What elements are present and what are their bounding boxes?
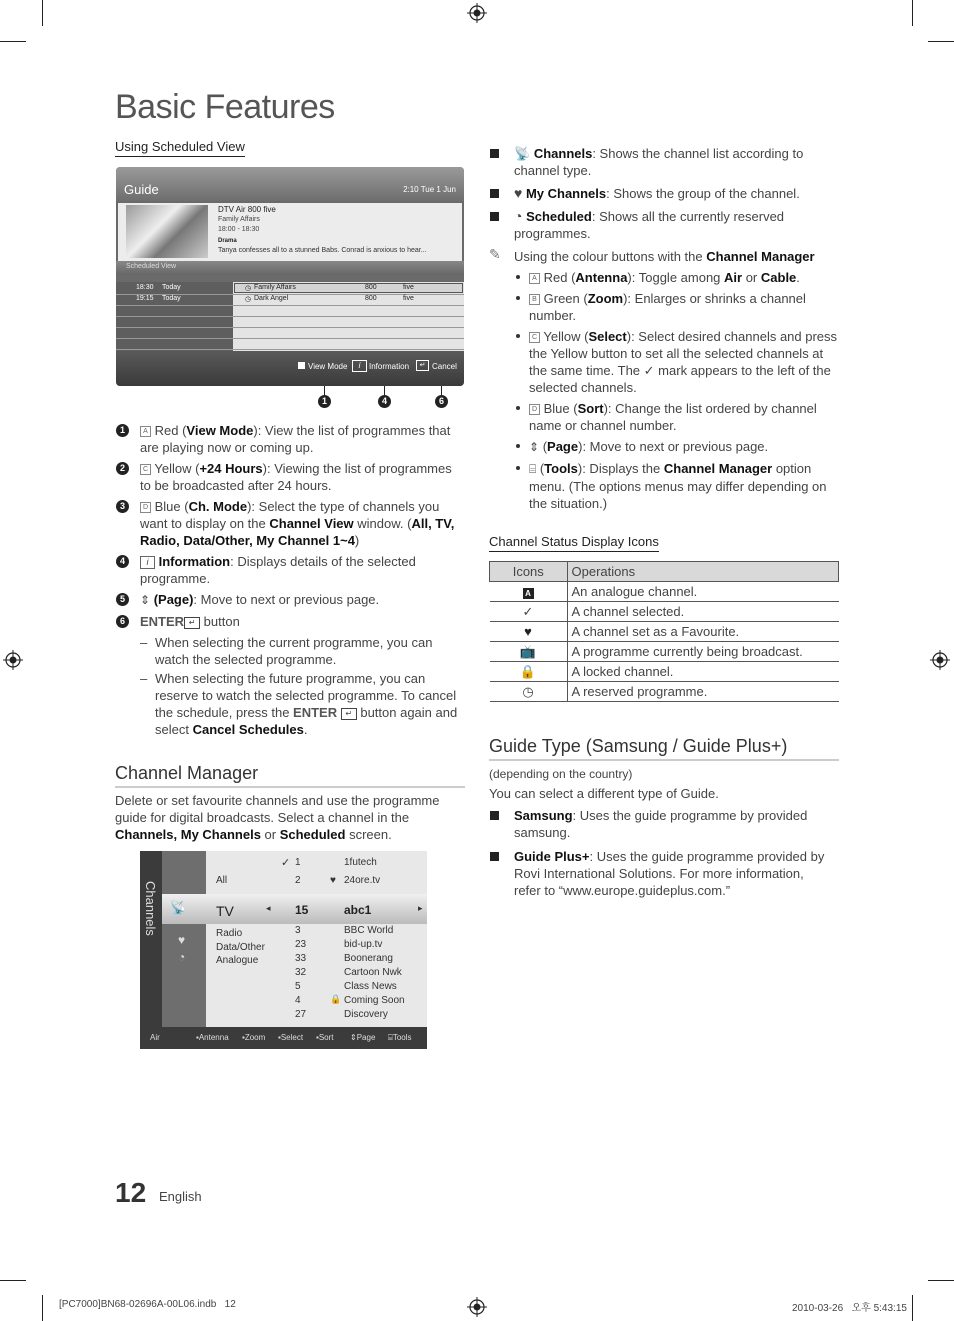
text: Delete or set favourite channels and use the programme guide for digital broadcasts. Select a channel in the bbox=[115, 793, 440, 825]
item-text: option menu. (The options menus may differ depending on the situation.) bbox=[529, 461, 827, 511]
tools-icon: ⌸ bbox=[529, 462, 537, 476]
check-icon: ✓ bbox=[643, 363, 655, 378]
item-text: ) bbox=[354, 533, 360, 548]
list-item bbox=[489, 269, 839, 286]
enter-icon: ↵ bbox=[184, 617, 200, 629]
channel-manager-heading: Channel Manager bbox=[115, 763, 465, 788]
item-text: window. ( bbox=[353, 516, 412, 531]
table-row bbox=[490, 662, 839, 682]
channel-number: 4 bbox=[295, 995, 301, 1006]
page-updown-icon: ⇕ bbox=[529, 440, 540, 454]
left-arrow-icon: ◂ bbox=[266, 903, 271, 913]
item-bold: Ch. Mode bbox=[188, 499, 248, 514]
print-stamp: 2010-03-26 오후 5:43:15 bbox=[792, 1303, 907, 1314]
item-bold: Channel View bbox=[269, 516, 354, 531]
item-text: : Uses the guide programme by provided samsung. bbox=[514, 808, 808, 840]
heart-icon: ♥ bbox=[490, 622, 568, 642]
table-row bbox=[490, 682, 839, 702]
item-bold: All, TV, Radio, Data/Other, My Channel 1~4 bbox=[140, 516, 455, 548]
mode-list bbox=[489, 145, 839, 516]
marker-line bbox=[441, 386, 442, 395]
red-button-icon: A bbox=[529, 273, 540, 284]
item-bold: Zoom bbox=[587, 291, 624, 306]
item-text: ): Change the list ordered by channel name or channel number. bbox=[529, 401, 817, 433]
channel-name[interactable]: Class News bbox=[344, 981, 397, 992]
select-label: Select bbox=[280, 1033, 304, 1042]
category-tv[interactable]: TV bbox=[216, 903, 234, 919]
item-number: 2 bbox=[116, 462, 129, 475]
list-item bbox=[489, 290, 839, 324]
table-cell: A channel selected. bbox=[567, 602, 839, 622]
status-icons-heading: Channel Status Display Icons bbox=[489, 534, 659, 552]
item-text: mark appears to the left of the selected channels. bbox=[529, 363, 831, 395]
item-bold: Sort bbox=[577, 401, 604, 416]
item-number: 4 bbox=[116, 555, 129, 568]
row-title: Family Affairs bbox=[254, 284, 296, 291]
item-bold: Scheduled bbox=[526, 209, 592, 224]
programme-synopsis: Tanya confesses all to a stunned Babs. Conrad is anxious to hear... bbox=[218, 247, 427, 254]
scheduled-view-bar bbox=[116, 261, 464, 275]
tv-icon: 📺 bbox=[490, 642, 568, 662]
analogue-icon: A bbox=[490, 582, 568, 602]
air-label: Air bbox=[150, 1033, 160, 1042]
tools-button[interactable]: ⌸Tools bbox=[388, 1033, 412, 1042]
information-button[interactable]: Information bbox=[369, 362, 410, 371]
row-channel: five bbox=[403, 284, 414, 291]
item-text: When selecting the current programme, you can watch the selected programme. bbox=[155, 635, 433, 667]
square-bullet bbox=[490, 189, 499, 198]
item-text: : Shows the group of the channel. bbox=[606, 186, 800, 201]
heart-icon[interactable]: ♥ bbox=[178, 933, 186, 947]
row-time: 19:15 bbox=[136, 295, 154, 302]
item-text: : Shows all the currently reserved programmes. bbox=[514, 209, 785, 241]
item-number: 1 bbox=[116, 424, 129, 437]
crop-mark bbox=[928, 1280, 954, 1281]
item-bold: Select bbox=[588, 329, 627, 344]
item-text: ): Select desired channels and press the Yellow button to set all the selected channels at the same time. The bbox=[529, 329, 838, 378]
list-item bbox=[489, 185, 839, 202]
crop-mark bbox=[0, 1280, 26, 1281]
page-button[interactable]: ⇕Page bbox=[350, 1033, 376, 1042]
table-cell: A reserved programme. bbox=[567, 682, 839, 702]
programme-thumbnail bbox=[126, 205, 208, 258]
info-icon: i bbox=[140, 556, 155, 569]
list-item bbox=[489, 460, 839, 512]
dash-marker: – bbox=[140, 635, 148, 650]
channels-sidebar bbox=[140, 851, 162, 1049]
square-bullet bbox=[490, 852, 499, 861]
table-cell: A channel set as a Favourite. bbox=[567, 622, 839, 642]
row-title: Dark Angel bbox=[254, 295, 289, 302]
item-text: button bbox=[200, 614, 240, 629]
crop-mark bbox=[912, 0, 913, 26]
red-button-icon: A bbox=[140, 426, 151, 437]
enter-icon: ↵ bbox=[416, 360, 429, 371]
marker-6: 6 bbox=[435, 395, 448, 408]
clock-icon: ◔ bbox=[514, 208, 523, 224]
pencil-note-icon: ✎ bbox=[489, 246, 501, 262]
category-data-other[interactable]: Data/Other bbox=[216, 942, 265, 953]
item-text: ( bbox=[542, 439, 548, 454]
blue-button-icon: D bbox=[140, 502, 151, 513]
category-radio[interactable]: Radio bbox=[216, 928, 243, 939]
item-text: Yellow ( bbox=[543, 329, 589, 344]
page-updown-icon: ⇕ bbox=[140, 593, 151, 607]
row-day: Today bbox=[162, 284, 181, 291]
item-text: button again and select bbox=[155, 705, 458, 737]
select-button[interactable]: ▪Select bbox=[278, 1033, 304, 1042]
item-text: Red ( bbox=[154, 423, 187, 438]
channel-name[interactable]: bid-up.tv bbox=[344, 939, 383, 950]
clock-icon: ◷ bbox=[490, 682, 568, 702]
list-item bbox=[115, 460, 465, 494]
dot-bullet bbox=[516, 466, 520, 470]
channel-number: 27 bbox=[295, 1009, 307, 1020]
dot-bullet bbox=[516, 296, 520, 300]
channel-name[interactable]: Discovery bbox=[344, 1009, 388, 1020]
item-bold: Tools bbox=[544, 461, 578, 476]
bold-text: Channels, My Channels bbox=[115, 827, 261, 842]
item-text: ): Viewing the list of programmes to be broadcasted after 24 hours. bbox=[140, 461, 452, 493]
item-bold: +24 Hours bbox=[199, 461, 263, 476]
scheduled-view-heading: Using Scheduled View bbox=[115, 139, 245, 157]
channel-name[interactable]: 24ore.tv bbox=[344, 875, 381, 886]
red-button-icon bbox=[298, 362, 305, 369]
marker-line bbox=[384, 386, 385, 395]
channel-number: 32 bbox=[295, 967, 307, 978]
item-bold: My Channels bbox=[525, 186, 607, 201]
programme-genre: Drama bbox=[218, 238, 237, 244]
registration-mark-icon bbox=[930, 650, 950, 670]
item-text: : Displays details of the selected programme. bbox=[140, 554, 416, 586]
item-bold: View Mode bbox=[186, 423, 254, 438]
sort-button[interactable]: ▪Sort bbox=[316, 1033, 334, 1042]
item-bold: Guide Plus+ bbox=[514, 849, 590, 864]
item-bold: Information bbox=[158, 554, 231, 569]
item-bold: Page bbox=[547, 439, 579, 454]
guide-type-list bbox=[489, 807, 834, 899]
item-bold: Antenna bbox=[575, 270, 628, 285]
page-label: Page bbox=[356, 1033, 376, 1042]
item-text: ): Enlarges or shrinks a channel number. bbox=[529, 291, 806, 323]
channel-number: 5 bbox=[295, 981, 301, 992]
item-text: ): Move to next or previous page. bbox=[578, 439, 769, 454]
channel-number: 1 bbox=[295, 857, 301, 868]
item-text: Red ( bbox=[543, 270, 576, 285]
text: screen. bbox=[345, 827, 392, 842]
table-cell: A locked channel. bbox=[567, 662, 839, 682]
page-number: 12 bbox=[115, 1177, 147, 1208]
guide-header-bar bbox=[116, 167, 464, 201]
note-line bbox=[489, 248, 839, 265]
channel-name[interactable]: Boonerang bbox=[344, 953, 393, 964]
channel-name[interactable]: 1futech bbox=[344, 857, 377, 868]
dot-bullet bbox=[516, 444, 520, 448]
item-bold: Channel Manager bbox=[663, 461, 773, 476]
table-cell: A programme currently being broadcast. bbox=[567, 642, 839, 662]
dash-marker: – bbox=[140, 671, 148, 686]
programme-channel-line: DTV Air 800 five bbox=[218, 205, 276, 214]
marker-1: 1 bbox=[318, 395, 331, 408]
item-text: ): Toggle among bbox=[627, 270, 725, 285]
channel-manager-text bbox=[115, 792, 445, 843]
antenna-label: Antenna bbox=[198, 1033, 229, 1042]
numbered-list bbox=[115, 422, 465, 738]
item-text: Green ( bbox=[543, 291, 588, 306]
list-item bbox=[489, 848, 834, 899]
square-bullet bbox=[490, 212, 499, 221]
item-text: . bbox=[796, 270, 800, 285]
note-bold: Channel Manager bbox=[706, 249, 815, 264]
dot-bullet bbox=[516, 406, 520, 410]
status-icons-table bbox=[489, 561, 839, 702]
channel-name[interactable]: abc1 bbox=[344, 903, 372, 917]
list-item bbox=[489, 438, 839, 456]
item-text: Yellow ( bbox=[154, 461, 200, 476]
row-number: 800 bbox=[365, 284, 377, 291]
page-language: English bbox=[159, 1189, 202, 1204]
sort-label: Sort bbox=[318, 1033, 334, 1042]
text: or bbox=[260, 827, 280, 842]
heart-icon: ♥ bbox=[330, 875, 336, 886]
table-row bbox=[116, 338, 464, 350]
guide-button-bar bbox=[116, 351, 464, 386]
row-day: Today bbox=[162, 295, 181, 302]
list-item bbox=[115, 553, 465, 587]
crop-mark bbox=[42, 1295, 43, 1321]
note-text: Using the colour buttons with the bbox=[514, 249, 707, 264]
list-item bbox=[489, 145, 839, 179]
programme-time: 18:00 - 18:30 bbox=[218, 226, 260, 233]
list-item bbox=[115, 591, 465, 609]
list-item bbox=[115, 422, 465, 456]
icons-column-header: Icons bbox=[490, 562, 568, 582]
registration-mark-icon bbox=[467, 1297, 487, 1317]
dot-bullet bbox=[516, 275, 520, 279]
view-mode-button[interactable]: View Mode bbox=[308, 362, 348, 371]
channel-number: 33 bbox=[295, 953, 307, 964]
item-bold: (Page) bbox=[153, 592, 194, 607]
channel-number: 23 bbox=[295, 939, 307, 950]
registration-mark-icon bbox=[467, 3, 487, 23]
row-time: 18:30 bbox=[136, 284, 154, 291]
green-button-icon: B bbox=[529, 294, 540, 305]
bold-text: Scheduled bbox=[279, 827, 346, 842]
channels-label: Channels bbox=[143, 881, 158, 936]
item-text: : Uses the guide programme provided by Rovi International Solutions. For more information, refer to “www.europe.guideplus.com.” bbox=[514, 849, 825, 898]
select-guide-text: You can select a different type of Guide. bbox=[489, 786, 719, 801]
zoom-label: Zoom bbox=[244, 1033, 266, 1042]
category-all[interactable]: All bbox=[216, 875, 228, 886]
item-text: ): Select the type of channels you want to display on the bbox=[140, 499, 440, 531]
item-text: ): Displays the bbox=[577, 461, 664, 476]
item-text: : Shows the channel list according to channel type. bbox=[514, 146, 804, 178]
programme-info-panel bbox=[118, 203, 462, 261]
enter-icon: ↵ bbox=[341, 708, 357, 720]
item-number: 3 bbox=[116, 500, 129, 513]
clock-icon[interactable]: ◔ bbox=[178, 950, 186, 964]
channels-tab-icon[interactable]: 📡 bbox=[170, 900, 187, 915]
table-row bbox=[490, 622, 839, 642]
guide-datetime: 2:10 Tue 1 Jun bbox=[403, 185, 456, 194]
check-icon: ✓ bbox=[281, 857, 291, 869]
table-row bbox=[490, 602, 839, 622]
row-channel: five bbox=[403, 295, 414, 302]
yellow-button-icon: C bbox=[140, 464, 151, 475]
channel-name[interactable]: Cartoon Nwk bbox=[344, 967, 402, 978]
item-text: : Move to next or previous page. bbox=[193, 592, 380, 607]
item-text: ): View the list of programmes that are playing now or coming up. bbox=[140, 423, 451, 455]
page-title: Basic Features bbox=[115, 88, 335, 126]
clock-icon: ◷ bbox=[245, 285, 252, 292]
list-item bbox=[489, 807, 834, 841]
item-bold: Channels bbox=[533, 146, 593, 161]
item-bold: ENTER bbox=[140, 614, 185, 629]
marker-line bbox=[324, 386, 325, 395]
item-text: ( bbox=[539, 461, 545, 476]
item-number: 6 bbox=[116, 615, 129, 628]
item-text: Blue ( bbox=[543, 401, 578, 416]
item-bold: Cable bbox=[760, 270, 797, 285]
item-number: 5 bbox=[116, 593, 129, 606]
file-info: [PC7000]BN68-02696A-00L06.indb 12 bbox=[59, 1299, 236, 1310]
guide-type-heading: Guide Type (Samsung / Guide Plus+) bbox=[489, 736, 839, 761]
list-item bbox=[115, 634, 465, 668]
channel-name[interactable]: BBC World bbox=[344, 925, 394, 936]
crop-mark bbox=[42, 0, 43, 26]
crop-mark bbox=[912, 1295, 913, 1321]
guide-header-title: Guide bbox=[124, 182, 159, 197]
channel-name[interactable]: Coming Soon bbox=[344, 995, 405, 1006]
yellow-button-icon: C bbox=[529, 332, 540, 343]
list-item bbox=[489, 208, 839, 242]
category-analogue[interactable]: Analogue bbox=[216, 955, 259, 966]
table-header-row bbox=[490, 562, 839, 582]
table-cell: An analogue channel. bbox=[567, 582, 839, 602]
channel-number: 15 bbox=[295, 903, 309, 917]
list-item bbox=[115, 613, 465, 630]
table-row bbox=[490, 582, 839, 602]
row-number: 800 bbox=[365, 295, 377, 302]
heart-icon: ♥ bbox=[514, 185, 523, 201]
list-item bbox=[489, 328, 839, 396]
cancel-button[interactable]: Cancel bbox=[432, 362, 457, 371]
zoom-button[interactable]: ▪Zoom bbox=[242, 1033, 266, 1042]
list-item bbox=[489, 400, 839, 434]
operations-column-header: Operations bbox=[567, 562, 839, 582]
square-bullet bbox=[490, 149, 499, 158]
channels-button-bar bbox=[140, 1027, 427, 1049]
channel-number: 3 bbox=[295, 925, 301, 936]
item-text: When selecting the future programme, you can reserve to watch the selected programme. To cancel the schedule, press the bbox=[155, 671, 457, 720]
guide-screen bbox=[116, 167, 464, 386]
registration-mark-icon bbox=[3, 650, 23, 670]
right-arrow-icon: ▸ bbox=[418, 903, 423, 913]
scheduled-view-label: Scheduled View bbox=[126, 263, 177, 270]
item-bold: ENTER bbox=[293, 705, 338, 720]
item-text: Blue ( bbox=[154, 499, 189, 514]
marker-4: 4 bbox=[378, 395, 391, 408]
list-item: – When selecting the future programme, you can reserve to watch the selected programme. To cancel the schedule, press the ENTER ↵ button again and select Cancel Schedules. bbox=[140, 671, 458, 737]
blue-button-icon: D bbox=[529, 404, 540, 415]
antenna-button[interactable]: ▪Antenna bbox=[196, 1033, 229, 1042]
channel-mode-icons bbox=[162, 851, 206, 1027]
check-icon: ✓ bbox=[490, 602, 568, 622]
lock-icon: 🔒 bbox=[490, 662, 568, 682]
depending-note: (depending on the country) bbox=[489, 767, 633, 781]
tools-label: Tools bbox=[392, 1033, 412, 1042]
channel-number: 2 bbox=[295, 875, 301, 886]
item-bold: Cancel Schedules bbox=[192, 722, 304, 737]
lock-icon: 🔒 bbox=[330, 994, 342, 1004]
item-bold: Air bbox=[724, 270, 743, 285]
clock-icon: ◷ bbox=[245, 296, 252, 303]
item-text: or bbox=[742, 270, 761, 285]
channels-icon: 📡 bbox=[514, 146, 531, 161]
channels-screen bbox=[140, 851, 427, 1049]
dot-bullet bbox=[516, 334, 520, 338]
crop-mark bbox=[0, 41, 26, 42]
list-item bbox=[115, 498, 465, 549]
programme-title: Family Affairs bbox=[218, 216, 260, 223]
info-icon: i bbox=[352, 360, 367, 372]
crop-mark bbox=[928, 41, 954, 42]
table-row bbox=[490, 642, 839, 662]
square-bullet bbox=[490, 811, 499, 820]
item-bold: Samsung bbox=[514, 808, 573, 823]
scheduled-list bbox=[116, 282, 464, 351]
